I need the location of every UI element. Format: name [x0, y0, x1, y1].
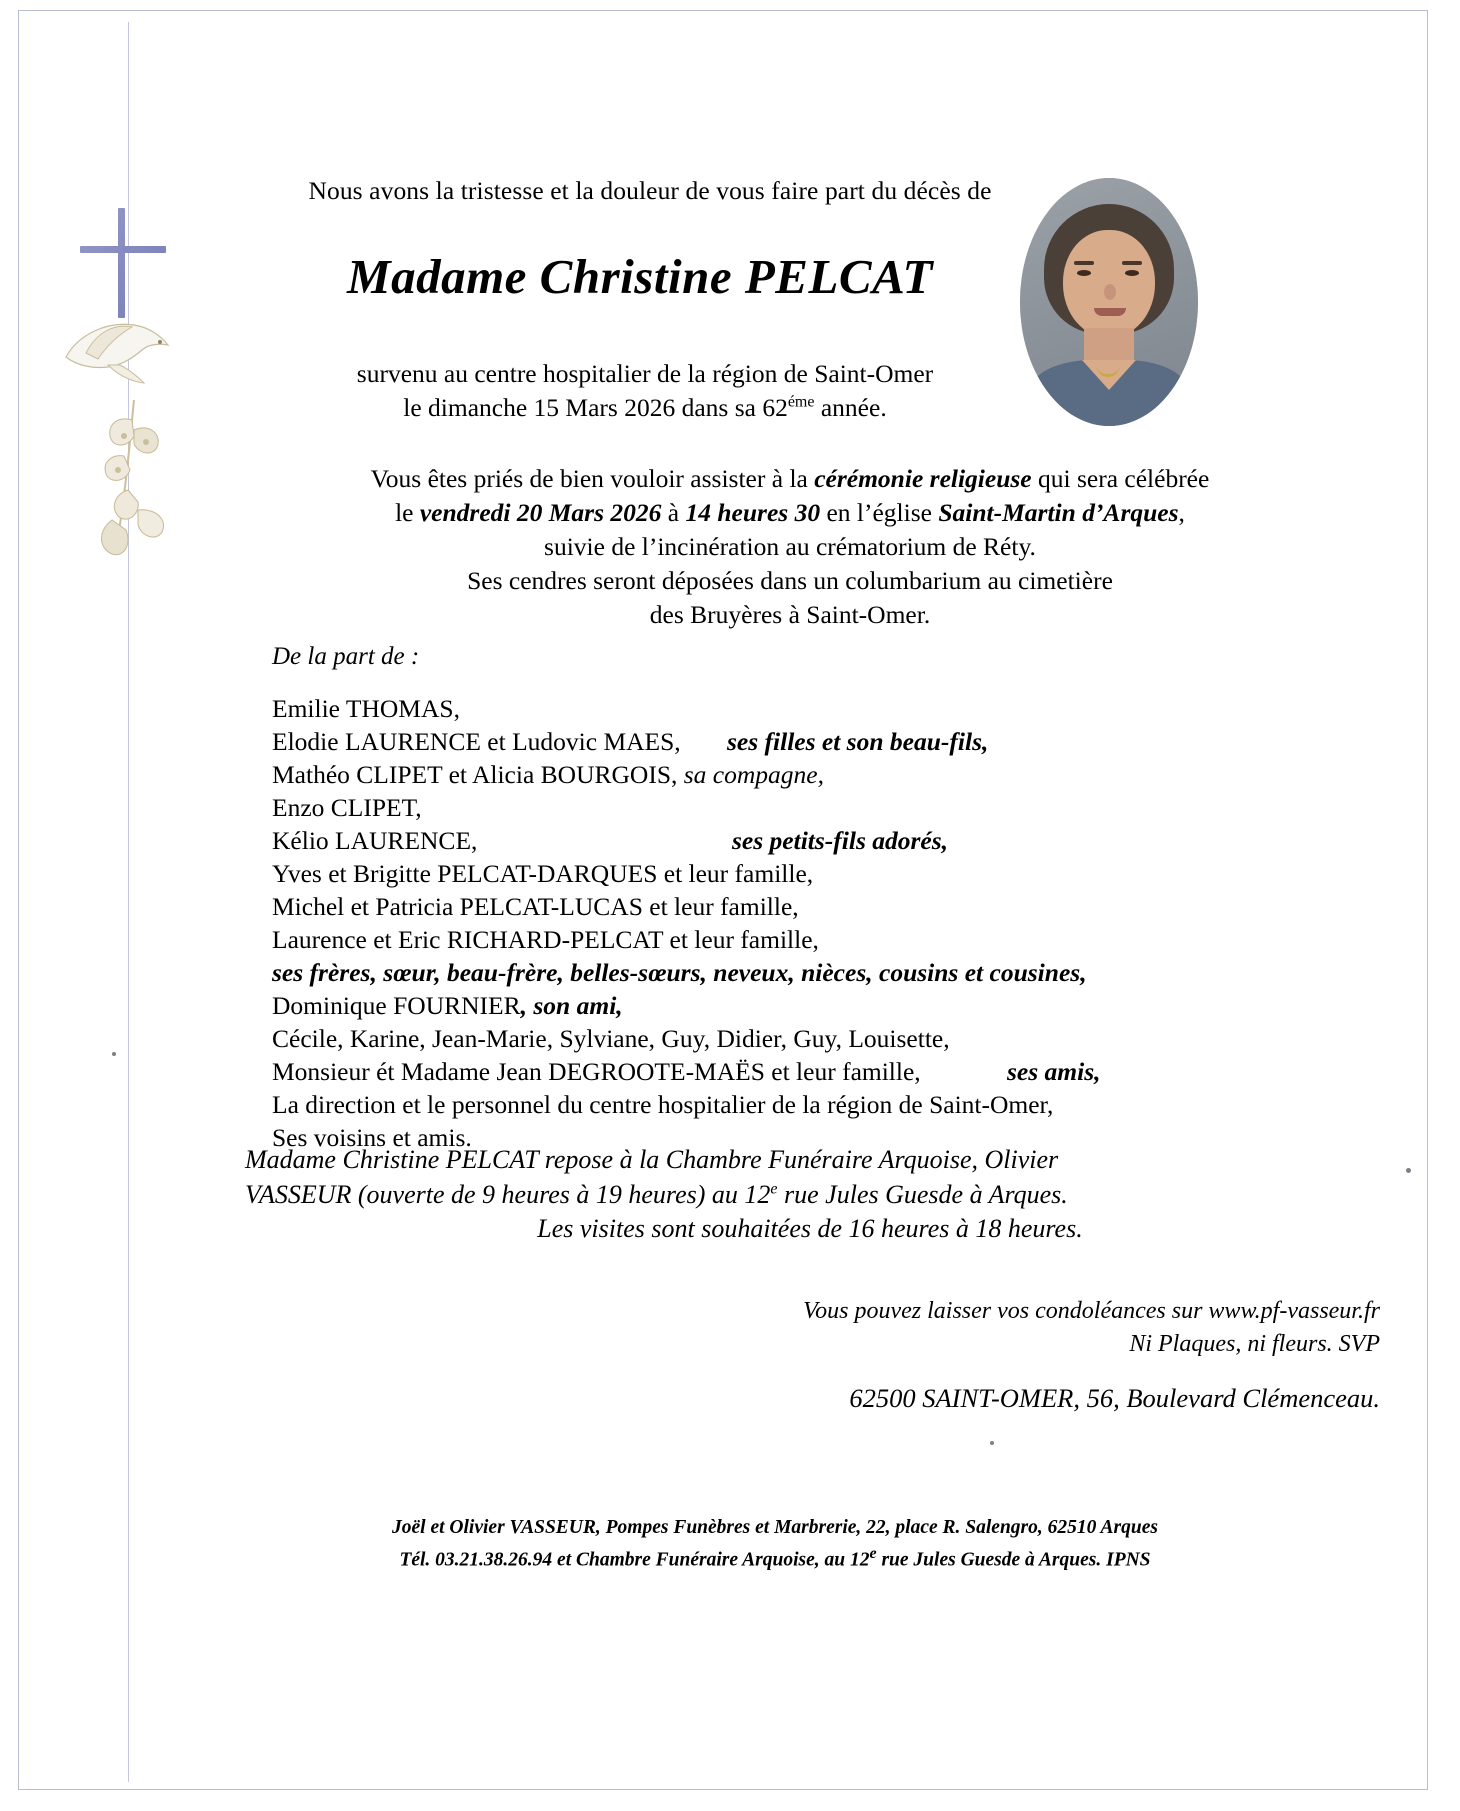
list-item	[272, 758, 1392, 791]
list-item	[272, 1055, 1392, 1088]
family-name: Dominique FOURNIER	[272, 991, 521, 1021]
family-name: Laurence et Eric RICHARD-PELCAT et leur famille,	[272, 925, 819, 955]
family-name: Kélio LAURENCE,	[272, 826, 478, 856]
ceremony-place: Saint-Martin d’Arques	[938, 497, 1179, 527]
dove-icon	[56, 295, 176, 400]
scan-speck	[990, 1441, 994, 1445]
ceremony-l2-b: à	[661, 497, 686, 527]
repose-block	[245, 1143, 1375, 1247]
ceremony-line-5: des Bruyères à Saint-Omer.	[649, 599, 931, 629]
family-relation: ses petits-fils adorés,	[732, 826, 949, 856]
family-name: Elodie LAURENCE et Ludovic MAES,	[272, 727, 681, 757]
repose-address: rue Jules Guesde à Arques.	[777, 1179, 1068, 1209]
ceremony-l2-a: le	[395, 497, 420, 527]
deceased-name: Madame Christine PELCAT	[347, 249, 933, 304]
list-item	[272, 890, 1392, 923]
ceremony-l2-d: ,	[1178, 497, 1185, 527]
family-relation: , son ami,	[520, 991, 623, 1021]
scan-speck	[1406, 1168, 1411, 1173]
repose-ordinal-suffix: e	[770, 1179, 778, 1197]
condolences-website[interactable]: Vous pouvez laisser vos condoléances sur www.pf-vasseur.fr	[803, 1298, 1380, 1324]
family-relation: ses filles et son beau-fils,	[727, 727, 989, 757]
family-list	[272, 692, 1392, 1154]
list-item	[272, 692, 1392, 725]
intro-text: Nous avons la tristesse et la douleur de vous faire part du décès de	[308, 176, 992, 205]
family-address: 62500 SAINT-OMER, 56, Boulevard Clémenceau.	[849, 1383, 1380, 1413]
repose-line-1: Madame Christine PELCAT repose à la Chambre Funéraire Arquoise, Olivier	[245, 1145, 1059, 1174]
list-item	[272, 1088, 1392, 1121]
circumstance-line-1: survenu au centre hospitalier de la région de Saint-Omer	[356, 359, 934, 388]
repose-hours: VASSEUR (ouverte de 9 heures à 19 heures) au 12	[245, 1179, 771, 1209]
list-item	[272, 857, 1392, 890]
circumstance-year-word: année.	[814, 392, 887, 422]
list-item	[272, 923, 1392, 956]
family-relation: ses amis,	[1007, 1057, 1101, 1087]
family-name: Emilie THOMAS,	[272, 694, 460, 723]
ceremony-line-2	[220, 496, 1360, 530]
repose-line-2	[245, 1178, 1375, 1213]
family-name: La direction et le personnel du centre hospitalier de la région de Saint-Omer,	[272, 1090, 1054, 1120]
list-item	[272, 824, 1392, 857]
ceremony-block	[220, 462, 1360, 632]
age-ordinal-suffix: éme	[787, 393, 815, 411]
list-item	[272, 725, 1392, 758]
family-name: Ses voisins et amis.	[272, 1123, 472, 1153]
family-relation: ses frères, sœur, beau-frère, belles-sœurs, neveux, nièces, cousins et cousines,	[272, 958, 1087, 988]
footer-phone: Tél. 03.21.38.26.94 et Chambre Funéraire Arquoise, au 12	[399, 1549, 870, 1571]
scan-speck	[112, 1052, 116, 1056]
circumstance-line-2	[240, 391, 1050, 425]
family-name: Enzo CLIPET,	[272, 793, 422, 823]
repose-line-3: Les visites sont souhaitées de 16 heures à 18 heures.	[537, 1214, 1083, 1244]
family-name: Monsieur ét Madame Jean DEGROOTE-MAËS et leur famille,	[272, 1057, 921, 1087]
ceremony-line-4: Ses cendres seront déposées dans un columbarium au cimetière	[467, 565, 1113, 595]
flowers-notice: Ni Plaques, ni fleurs. SVP	[1129, 1331, 1380, 1358]
ceremony-l1-a: Vous êtes priés de bien vouloir assister à la	[370, 464, 815, 493]
list-item	[272, 989, 1392, 1022]
ceremony-type: cérémonie religieuse	[814, 464, 1032, 493]
ceremony-l1-b: qui sera célébrée	[1031, 464, 1210, 493]
ceremony-line-1	[220, 462, 1360, 496]
family-name: Mathéo CLIPET et Alicia BOURGOIS,	[272, 760, 684, 790]
condolences-block	[500, 1295, 1380, 1361]
family-name: Yves et Brigitte PELCAT-DARQUES et leur famille,	[272, 859, 814, 889]
family-name: Cécile, Karine, Jean-Marie, Sylviane, Guy, Didier, Guy, Louisette,	[272, 1024, 950, 1054]
circumstance-block	[240, 357, 1050, 424]
funeral-home-footer	[130, 1514, 1420, 1575]
from-label: De la part de :	[272, 643, 420, 670]
ceremony-l2-c: en l’église	[820, 497, 939, 527]
cross-icon-crossbar	[80, 246, 166, 253]
footer-line-2	[130, 1542, 1420, 1575]
family-name: Michel et Patricia PELCAT-LUCAS et leur famille,	[272, 892, 799, 922]
footer-ordinal-suffix: e	[869, 1545, 877, 1563]
ceremony-time: 14 heures 30	[685, 497, 821, 527]
circumstance-date: le dimanche 15 Mars 2026 dans sa 62	[403, 392, 788, 422]
footer-line-1: Joël et Olivier VASSEUR, Pompes Funèbres et Marbrerie, 22, place R. Salengro, 62510 Arques	[392, 1517, 1158, 1538]
footer-address: rue Jules Guesde à Arques. IPNS	[876, 1549, 1151, 1571]
list-item	[272, 956, 1392, 989]
family-relation: sa compagne,	[683, 760, 824, 790]
ceremony-date: vendredi 20 Mars 2026	[419, 497, 662, 527]
decorative-artwork	[50, 200, 210, 620]
ceremony-line-3: suivie de l’incinération au crématorium de Réty.	[544, 531, 1036, 561]
flower-icon	[72, 390, 192, 580]
list-item	[272, 1022, 1392, 1055]
list-item	[272, 791, 1392, 824]
